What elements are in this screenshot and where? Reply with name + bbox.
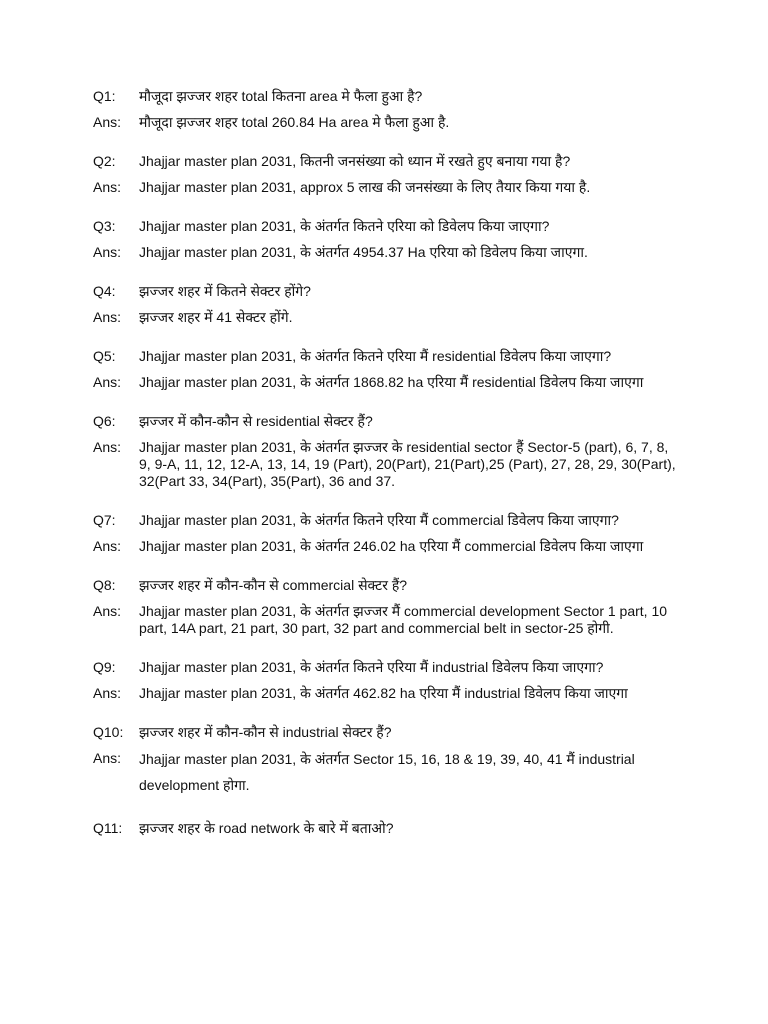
qa-item-9 (93, 659, 728, 702)
question-row (93, 153, 728, 170)
question-text: मौजूदा झज्जर शहर total कितना area मे फैला हुआ है? (139, 88, 423, 104)
question-row (93, 88, 728, 105)
question-text: झज्जर में कौन-कौन से residential सेक्टर हैं? (139, 413, 373, 429)
answer-label: Ans: (93, 244, 122, 260)
answer-label: Ans: (93, 603, 122, 619)
answer-row (93, 685, 728, 702)
answer-row (93, 439, 728, 490)
answer-text: Jhajjar master plan 2031, के अंतर्गत झज्जर मैं commercial development Sector 1 part, 10 part, 14A part, 21 part, 30 part, 32 part and commercial belt in sector-25 होगी. (139, 603, 668, 636)
question-row (93, 283, 728, 300)
qa-item-2 (93, 153, 728, 196)
answer-label: Ans: (93, 439, 122, 455)
answer-text: Jhajjar master plan 2031, के अंतर्गत 246.02 ha एरिया मैं commercial डिवेलप किया जाएगा (139, 538, 644, 554)
qa-item-7 (93, 512, 728, 555)
answer-row (93, 603, 728, 637)
question-text: Jhajjar master plan 2031, कितनी जनसंख्या को ध्यान में रखते हुए बनाया गया है? (139, 153, 571, 169)
answer-label: Ans: (93, 538, 122, 554)
qa-item-10 (93, 724, 728, 798)
answer-text: Jhajjar master plan 2031, approx 5 लाख की जनसंख्या के लिए तैयार किया गया है. (139, 179, 591, 195)
qa-item-3 (93, 218, 728, 261)
qa-item-6 (93, 413, 728, 490)
question-label: Q4: (93, 283, 116, 299)
question-label: Q1: (93, 88, 116, 104)
question-label: Q10: (93, 724, 124, 740)
question-text: झज्जर शहर में कौन-कौन से commercial सेक्टर हैं? (139, 577, 408, 593)
question-row (93, 820, 728, 837)
question-text: Jhajjar master plan 2031, के अंतर्गत कितने एरिया मैं residential डिवेलप किया जाएगा? (139, 348, 612, 364)
answer-text: Jhajjar master plan 2031, के अंतर्गत 462.82 ha एरिया मैं industrial डिवेलप किया जाएगा (139, 685, 628, 701)
question-label: Q11: (93, 820, 123, 836)
qa-item-8 (93, 577, 728, 637)
answer-text: Jhajjar master plan 2031, के अंतर्गत 1868.82 ha एरिया मैं residential डिवेलप किया जाएगा (139, 374, 644, 390)
question-label: Q6: (93, 413, 116, 429)
question-text: Jhajjar master plan 2031, के अंतर्गत कितने एरिया मैं industrial डिवेलप किया जाएगा? (139, 659, 604, 675)
question-row (93, 724, 728, 741)
answer-text: झज्जर शहर में 41 सेक्टर होंगे. (139, 309, 293, 325)
answer-label: Ans: (93, 685, 122, 701)
answer-label: Ans: (93, 750, 122, 766)
question-label: Q9: (93, 659, 116, 675)
answer-row (93, 179, 728, 196)
question-text: झज्जर शहर में कौन-कौन से industrial सेक्टर हैं? (139, 724, 392, 740)
answer-label: Ans: (93, 309, 122, 325)
question-label: Q7: (93, 512, 116, 528)
qa-item-4 (93, 283, 728, 326)
question-text: झज्जर शहर में कितने सेक्टर होंगे? (139, 283, 311, 299)
question-text: Jhajjar master plan 2031, के अंतर्गत कितने एरिया को डिवेलप किया जाएगा? (139, 218, 550, 234)
question-row (93, 659, 728, 676)
answer-label: Ans: (93, 114, 122, 130)
qa-item-5 (93, 348, 728, 391)
question-label: Q2: (93, 153, 116, 169)
answer-text: Jhajjar master plan 2031, के अंतर्गत 4954.37 Ha एरिया को डिवेलप किया जाएगा. (139, 244, 588, 260)
answer-text: Jhajjar master plan 2031, के अंतर्गत झज्जर के residential sector हैं Sector-5 (part), 6, 7, 8, 9, 9-A, 11, 12, 12-A, 13, 14, 19 (Part), 20(Part), 21(Part),25 (Part), 27, 28, 29, 30(Part), 32(Part 33, 34(Part), 35(Part), 36 and 37. (139, 439, 676, 489)
question-row (93, 348, 728, 365)
answer-row (93, 114, 728, 131)
question-row (93, 218, 728, 235)
question-label: Q3: (93, 218, 116, 234)
answer-row (93, 309, 728, 326)
answer-row (93, 374, 728, 391)
question-row (93, 577, 728, 594)
question-row (93, 413, 728, 430)
answer-row (93, 538, 728, 555)
answer-label: Ans: (93, 374, 122, 390)
answer-text: Jhajjar master plan 2031, के अंतर्गत Sector 15, 16, 18 & 19, 39, 40, 41 मैं industrial development होगा. (139, 751, 635, 793)
question-row (93, 512, 728, 529)
question-text: झज्जर शहर के road network के बारे में बताओ? (139, 820, 394, 836)
answer-text: मौजूदा झज्जर शहर total 260.84 Ha area मे फैला हुआ है. (139, 114, 450, 130)
question-label: Q8: (93, 577, 116, 593)
question-label: Q5: (93, 348, 116, 364)
qa-item-1 (93, 88, 728, 131)
answer-row (93, 750, 728, 798)
qa-item-11 (93, 820, 728, 837)
answer-label: Ans: (93, 179, 122, 195)
question-text: Jhajjar master plan 2031, के अंतर्गत कितने एरिया मैं commercial डिवेलप किया जाएगा? (139, 512, 619, 528)
answer-row (93, 244, 728, 261)
